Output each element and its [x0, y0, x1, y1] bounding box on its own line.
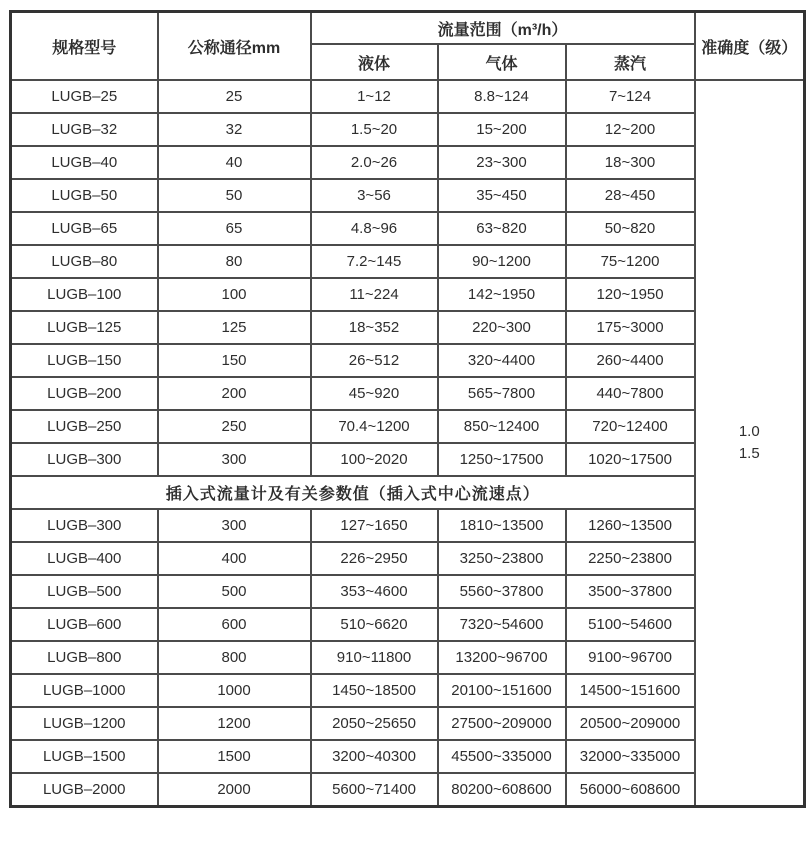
cell-gas-range: 80200~608600: [438, 773, 566, 807]
header-steam: 蒸汽: [566, 44, 695, 80]
cell-liquid-range: 3200~40300: [311, 740, 438, 773]
cell-model: LUGB–65: [11, 212, 158, 245]
cell-steam-range: 9100~96700: [566, 641, 695, 674]
cell-model: LUGB–300: [11, 443, 158, 476]
cell-liquid-range: 11~224: [311, 278, 438, 311]
cell-nominal-diameter: 1000: [158, 674, 311, 707]
cell-gas-range: 63~820: [438, 212, 566, 245]
cell-model: LUGB–600: [11, 608, 158, 641]
cell-gas-range: 27500~209000: [438, 707, 566, 740]
cell-model: LUGB–400: [11, 542, 158, 575]
cell-model: LUGB–250: [11, 410, 158, 443]
cell-model: LUGB–50: [11, 179, 158, 212]
cell-gas-range: 5560~37800: [438, 575, 566, 608]
cell-gas-range: 90~1200: [438, 245, 566, 278]
cell-gas-range: 15~200: [438, 113, 566, 146]
header-row-1: [11, 12, 805, 45]
cell-liquid-range: 2.0~26: [311, 146, 438, 179]
cell-nominal-diameter: 125: [158, 311, 311, 344]
table-row: [11, 146, 805, 179]
table-row: [11, 773, 805, 807]
table-row: [11, 608, 805, 641]
table-row: [11, 278, 805, 311]
cell-model: LUGB–500: [11, 575, 158, 608]
cell-nominal-diameter: 80: [158, 245, 311, 278]
cell-liquid-range: 3~56: [311, 179, 438, 212]
cell-nominal-diameter: 600: [158, 608, 311, 641]
cell-gas-range: 23~300: [438, 146, 566, 179]
cell-steam-range: 120~1950: [566, 278, 695, 311]
cell-nominal-diameter: 32: [158, 113, 311, 146]
table-row: [11, 179, 805, 212]
cell-liquid-range: 226~2950: [311, 542, 438, 575]
cell-steam-range: 5100~54600: [566, 608, 695, 641]
cell-gas-range: 565~7800: [438, 377, 566, 410]
cell-gas-range: 20100~151600: [438, 674, 566, 707]
cell-nominal-diameter: 50: [158, 179, 311, 212]
table-row: [11, 377, 805, 410]
cell-liquid-range: 1450~18500: [311, 674, 438, 707]
cell-steam-range: 175~3000: [566, 311, 695, 344]
cell-liquid-range: 2050~25650: [311, 707, 438, 740]
cell-model: LUGB–1500: [11, 740, 158, 773]
cell-model: LUGB–300: [11, 509, 158, 542]
cell-gas-range: 8.8~124: [438, 80, 566, 113]
table-row: [11, 707, 805, 740]
cell-model: LUGB–2000: [11, 773, 158, 807]
cell-gas-range: 142~1950: [438, 278, 566, 311]
header-liquid: 液体: [311, 44, 438, 80]
cell-liquid-range: 7.2~145: [311, 245, 438, 278]
accuracy-values-cell: [695, 80, 805, 807]
table-row: [11, 542, 805, 575]
cell-nominal-diameter: 65: [158, 212, 311, 245]
cell-steam-range: 440~7800: [566, 377, 695, 410]
cell-liquid-range: 100~2020: [311, 443, 438, 476]
cell-steam-range: 1260~13500: [566, 509, 695, 542]
table-row: [11, 113, 805, 146]
table-row: [11, 575, 805, 608]
cell-model: LUGB–150: [11, 344, 158, 377]
accuracy-value: 1.0: [738, 422, 760, 440]
cell-liquid-range: 353~4600: [311, 575, 438, 608]
cell-nominal-diameter: 200: [158, 377, 311, 410]
cell-steam-range: 260~4400: [566, 344, 695, 377]
header-flow-range-group: 流量范围（m³/h）: [311, 12, 695, 45]
cell-steam-range: 720~12400: [566, 410, 695, 443]
section-divider-row: [11, 476, 805, 509]
cell-nominal-diameter: 300: [158, 509, 311, 542]
table-row: [11, 509, 805, 542]
cell-liquid-range: 127~1650: [311, 509, 438, 542]
cell-liquid-range: 910~11800: [311, 641, 438, 674]
cell-liquid-range: 4.8~96: [311, 212, 438, 245]
cell-gas-range: 35~450: [438, 179, 566, 212]
cell-nominal-diameter: 500: [158, 575, 311, 608]
cell-model: LUGB–100: [11, 278, 158, 311]
cell-steam-range: 12~200: [566, 113, 695, 146]
cell-gas-range: 1810~13500: [438, 509, 566, 542]
cell-steam-range: 32000~335000: [566, 740, 695, 773]
cell-nominal-diameter: 300: [158, 443, 311, 476]
cell-liquid-range: 5600~71400: [311, 773, 438, 807]
cell-nominal-diameter: 2000: [158, 773, 311, 807]
cell-model: LUGB–25: [11, 80, 158, 113]
cell-steam-range: 2250~23800: [566, 542, 695, 575]
cell-gas-range: 7320~54600: [438, 608, 566, 641]
cell-model: LUGB–200: [11, 377, 158, 410]
cell-nominal-diameter: 250: [158, 410, 311, 443]
cell-model: LUGB–1200: [11, 707, 158, 740]
header-gas: 气体: [438, 44, 566, 80]
cell-liquid-range: 510~6620: [311, 608, 438, 641]
cell-steam-range: 50~820: [566, 212, 695, 245]
cell-steam-range: 14500~151600: [566, 674, 695, 707]
flow-meter-spec-table: [9, 10, 806, 808]
cell-model: LUGB–32: [11, 113, 158, 146]
table-header: [11, 12, 805, 81]
cell-gas-range: 220~300: [438, 311, 566, 344]
cell-nominal-diameter: 800: [158, 641, 311, 674]
table-row: [11, 245, 805, 278]
cell-nominal-diameter: 100: [158, 278, 311, 311]
cell-model: LUGB–80: [11, 245, 158, 278]
cell-steam-range: 56000~608600: [566, 773, 695, 807]
accuracy-value: 1.5: [738, 445, 760, 462]
cell-steam-range: 20500~209000: [566, 707, 695, 740]
table-row: [11, 212, 805, 245]
cell-steam-range: 1020~17500: [566, 443, 695, 476]
table-row: [11, 443, 805, 476]
table-body: [11, 80, 805, 807]
header-model: 规格型号: [11, 12, 158, 81]
table-row: [11, 740, 805, 773]
cell-gas-range: 320~4400: [438, 344, 566, 377]
table-row: [11, 344, 805, 377]
table-row: [11, 674, 805, 707]
section-divider-label: 插入式流量计及有关参数值（插入式中心流速点）: [11, 476, 695, 509]
table-row: [11, 80, 805, 113]
cell-gas-range: 3250~23800: [438, 542, 566, 575]
cell-gas-range: 1250~17500: [438, 443, 566, 476]
cell-liquid-range: 45~920: [311, 377, 438, 410]
cell-nominal-diameter: 150: [158, 344, 311, 377]
header-nominal-diameter: 公称通径mm: [158, 12, 311, 81]
cell-steam-range: 75~1200: [566, 245, 695, 278]
cell-gas-range: 850~12400: [438, 410, 566, 443]
header-accuracy: 准确度（级）: [695, 12, 805, 81]
cell-liquid-range: 18~352: [311, 311, 438, 344]
cell-model: LUGB–40: [11, 146, 158, 179]
table-row: [11, 311, 805, 344]
cell-model: LUGB–125: [11, 311, 158, 344]
table-row: [11, 641, 805, 674]
table-row: [11, 410, 805, 443]
cell-nominal-diameter: 1500: [158, 740, 311, 773]
cell-nominal-diameter: 1200: [158, 707, 311, 740]
cell-gas-range: 13200~96700: [438, 641, 566, 674]
cell-steam-range: 18~300: [566, 146, 695, 179]
cell-liquid-range: 1~12: [311, 80, 438, 113]
cell-steam-range: 28~450: [566, 179, 695, 212]
cell-nominal-diameter: 40: [158, 146, 311, 179]
cell-steam-range: 3500~37800: [566, 575, 695, 608]
cell-nominal-diameter: 25: [158, 80, 311, 113]
cell-liquid-range: 70.4~1200: [311, 410, 438, 443]
cell-model: LUGB–800: [11, 641, 158, 674]
cell-liquid-range: 1.5~20: [311, 113, 438, 146]
cell-gas-range: 45500~335000: [438, 740, 566, 773]
cell-liquid-range: 26~512: [311, 344, 438, 377]
cell-nominal-diameter: 400: [158, 542, 311, 575]
cell-model: LUGB–1000: [11, 674, 158, 707]
cell-steam-range: 7~124: [566, 80, 695, 113]
